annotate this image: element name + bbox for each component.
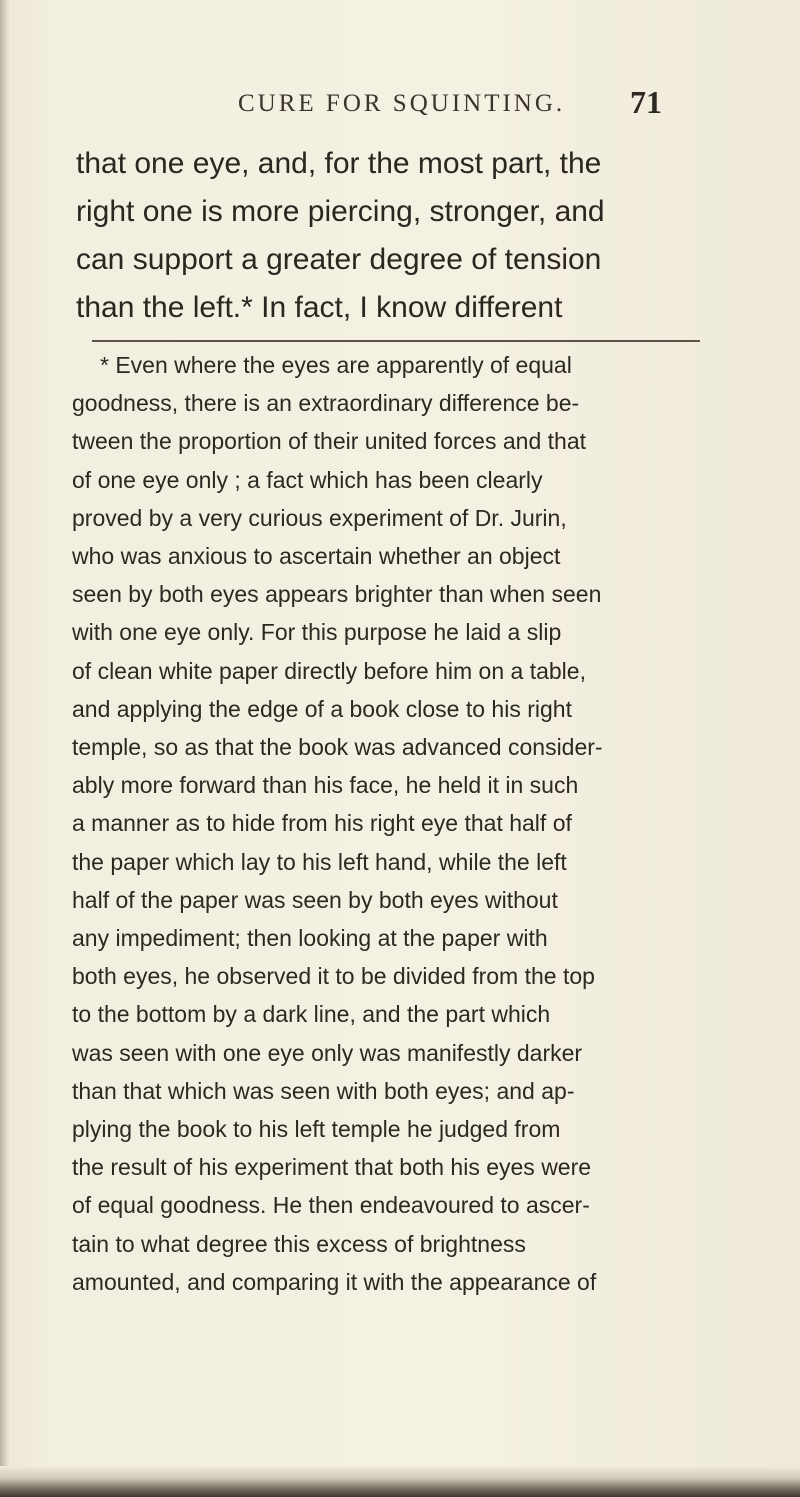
- footnote-line: amounted, and comparing it with the appearance of: [72, 1268, 597, 1295]
- page-bottom-edge: [0, 1466, 800, 1497]
- footnote-line: seen by both eyes appears brighter than when seen: [72, 581, 602, 608]
- footnote-line: any impediment; then looking at the paper with: [72, 925, 548, 952]
- footnote-line: tween the proportion of their united forces and that: [72, 428, 586, 455]
- footnote-line: plying the book to his left temple he judged from: [72, 1116, 561, 1143]
- body-line: right one is more piercing, stronger, and: [76, 195, 605, 228]
- footnote-line: tain to what degree this excess of brightness: [72, 1230, 526, 1257]
- running-title: CURE FOR SQUINTING.: [238, 90, 566, 117]
- footnote-rule: [92, 340, 700, 342]
- footnote-line: * Even where the eyes are apparently of equal: [100, 352, 572, 378]
- footnote-line: both eyes, he observed it to be divided from the top: [72, 963, 595, 990]
- footnote-line: the result of his experiment that both his eyes were: [72, 1154, 592, 1181]
- footnote-line: of one eye only ; a fact which has been clearly: [72, 466, 543, 493]
- page-spine-shadow: [0, 0, 10, 1497]
- footnote-line: a manner as to hide from his right eye that half of: [72, 810, 572, 837]
- footnote-line: of clean white paper directly before him on a table,: [72, 657, 586, 684]
- footnote-line: half of the paper was seen by both eyes without: [72, 886, 558, 913]
- footnote-line: of equal goodness. He then endeavoured to ascer-: [72, 1192, 590, 1219]
- footnote-line: than that which was seen with both eyes; and ap-: [72, 1077, 575, 1104]
- page-number: 71: [630, 84, 662, 120]
- body-line: that one eye, and, for the most part, the: [76, 147, 602, 180]
- footnote-line: with one eye only. For this purpose he laid a slip: [72, 619, 562, 646]
- footnote-line: temple, so as that the book was advanced consider-: [72, 734, 603, 761]
- footnote-line: and applying the edge of a book close to his right: [72, 695, 572, 722]
- body-line: can support a greater degree of tension: [76, 243, 602, 276]
- footnote-line: goodness, there is an extraordinary difference be-: [72, 390, 580, 417]
- footnote: [72, 346, 740, 1301]
- running-head: [0, 84, 800, 124]
- footnote-line: who was anxious to ascertain whether an object: [72, 543, 561, 570]
- body-line: than the left.* In fact, I know different: [76, 291, 563, 324]
- footnote-line: was seen with one eye only was manifestly darker: [72, 1039, 583, 1066]
- footnote-line: ably more forward than his face, he held it in such: [72, 772, 579, 799]
- footnote-line: proved by a very curious experiment of Dr. Jurin,: [72, 504, 567, 531]
- footnote-line: the paper which lay to his left hand, while the left: [72, 848, 567, 875]
- body-text: [76, 140, 736, 332]
- footnote-line: to the bottom by a dark line, and the part which: [72, 1001, 551, 1028]
